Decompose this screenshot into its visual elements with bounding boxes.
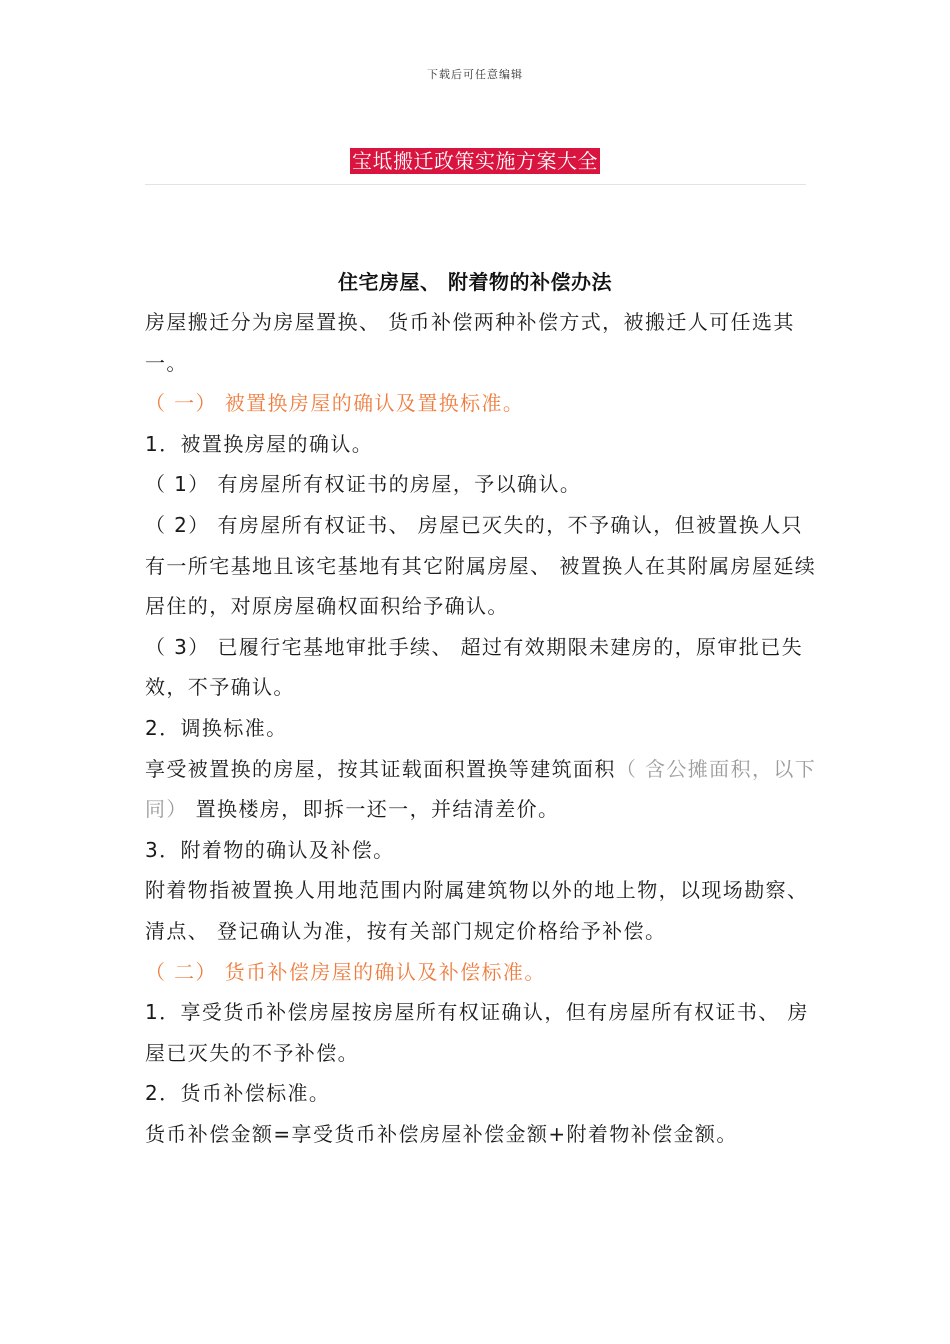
document-body [145, 302, 817, 1154]
item2-text-a: 享受被置换的房屋，按其证载面积置换等建筑面积 [145, 756, 616, 781]
item3-heading: 3．附着物的确认及补偿。 [145, 837, 395, 862]
part2-item2-paragraph: 货币补偿金额=享受货币补偿房屋补偿金额+附着物补偿金额。 [145, 1121, 738, 1146]
document-title: 宝坻搬迁政策实施方案大全 [352, 149, 598, 173]
part1-heading: （ 一） 被置换房屋的确认及置换标准。 [145, 391, 525, 416]
header-note: 下载后可任意编辑 [427, 68, 523, 81]
part2-item1-paragraph: 1．享受货币补偿房屋按房屋所有权证确认，但有房屋所有权证书、 房屋已灭失的不予补偿。 [145, 1000, 809, 1065]
item1-heading: 1．被置换房屋的确认。 [145, 431, 374, 456]
item2-heading: 2．调换标准。 [145, 715, 288, 740]
item1-2-paragraph: （ 2） 有房屋所有权证书、 房屋已灭失的，不予确认，但被置换人只有一所宅基地且该宅基地有其它附属房屋、 被置换人在其附属房屋延续居住的，对原房屋确权面积给予确认。 [145, 512, 817, 619]
part2-item2-heading: 2．货币补偿标准。 [145, 1081, 331, 1106]
item3-paragraph: 附着物指被置换人用地范围内附属建筑物以外的地上物，以现场勘察、 清点、 登记确认为准，按有关部门规定价格给予补偿。 [145, 878, 809, 943]
intro-paragraph: 房屋搬迁分为房屋置换、 货币补偿两种补偿方式，被搬迁人可任选其一。 [145, 310, 795, 375]
title-container [0, 148, 950, 174]
item2-paragraph [145, 749, 817, 830]
item1-1-paragraph: （ 1） 有房屋所有权证书的房屋，予以确认。 [145, 472, 582, 497]
item1-3-paragraph: （ 3） 已履行宅基地审批手续、 超过有效期限未建房的，原审批已失效，不予确认。 [145, 634, 803, 700]
title-divider [145, 184, 806, 185]
item2-text-b: 置换楼房，即拆一还一，并结清差价。 [187, 797, 560, 822]
item2-text-note: （ 含公摊面积，以下同） [145, 756, 817, 822]
part2-heading: （ 二） 货币补偿房屋的确认及补偿标准。 [145, 959, 546, 984]
section-heading: 住宅房屋、 附着物的补偿办法 [338, 270, 612, 294]
